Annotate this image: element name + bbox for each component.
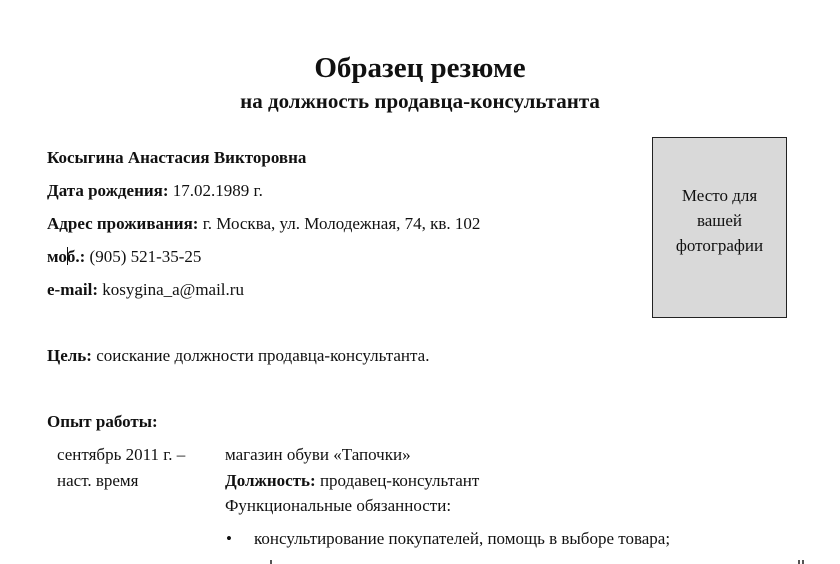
email-line bbox=[47, 279, 244, 301]
next-line-fragment bbox=[270, 560, 272, 564]
goal-value: соискание должности продавца-консультанта. bbox=[91, 346, 430, 365]
birth-date-value: 17.02.1989 г. bbox=[168, 181, 263, 200]
email-value: kosygina_a@mail.ru bbox=[97, 280, 244, 299]
phone-label-end: б.: bbox=[66, 247, 86, 266]
document-title: Образец резюме bbox=[314, 52, 526, 84]
photo-placeholder bbox=[652, 137, 787, 318]
address-value: г. Москва, ул. Молодежная, 74, кв. 102 bbox=[198, 214, 481, 233]
position-label: Должность: bbox=[225, 471, 316, 490]
photo-text-line-3: фотографии bbox=[675, 235, 764, 255]
duties-label: Функциональные обязанности: bbox=[225, 496, 452, 515]
next-line-fragment bbox=[802, 560, 804, 564]
birth-date-line bbox=[47, 180, 263, 202]
experience-heading: Опыт работы: bbox=[47, 412, 158, 431]
position-value: продавец-консультант bbox=[315, 471, 480, 490]
address-line bbox=[47, 213, 480, 235]
goal-line bbox=[47, 345, 429, 367]
photo-text-line-2: вашей bbox=[696, 210, 743, 230]
birth-date-label: Дата рождения: bbox=[47, 181, 169, 200]
bullet-icon: • bbox=[226, 529, 232, 548]
duty-text: консультирование покупателей, помощь в выборе товара; bbox=[254, 529, 671, 548]
document-subtitle: на должность продавца-консультанта bbox=[240, 89, 600, 113]
address-label: Адрес проживания: bbox=[47, 214, 199, 233]
full-name: Косыгина Анастасия Викторовна bbox=[47, 148, 307, 167]
photo-text-line-1: Место для bbox=[681, 185, 758, 205]
position-line bbox=[225, 470, 479, 492]
phone-line[interactable] bbox=[47, 246, 201, 268]
company-name: магазин обуви «Тапочки» bbox=[225, 445, 411, 464]
photo-placeholder-text bbox=[660, 183, 780, 258]
email-label: e-mail: bbox=[47, 280, 98, 299]
phone-value: (905) 521-35-25 bbox=[85, 247, 202, 266]
next-line-fragment bbox=[798, 560, 800, 564]
phone-label-start: мо bbox=[47, 247, 67, 266]
goal-label: Цель: bbox=[47, 346, 92, 365]
period-end: наст. время bbox=[57, 471, 139, 490]
period-start: сентябрь 2011 г. – bbox=[57, 445, 186, 464]
